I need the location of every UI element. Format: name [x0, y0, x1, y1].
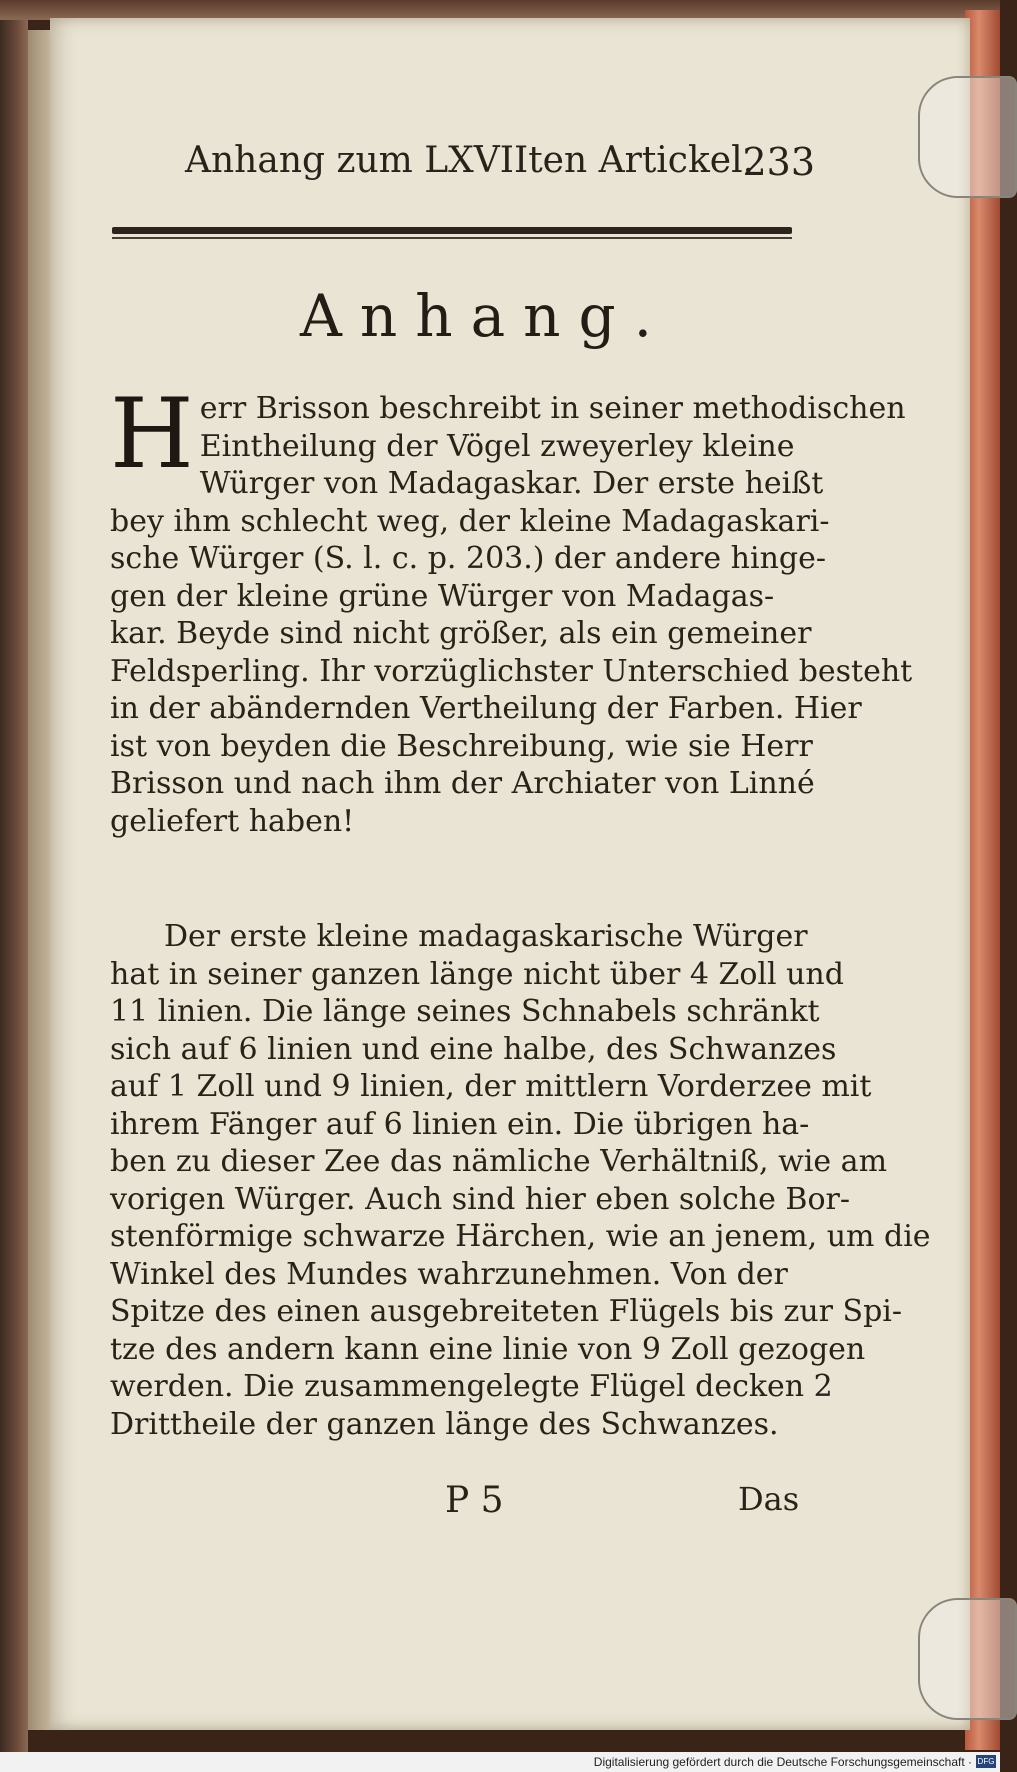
book-cover-edge [965, 10, 1000, 1750]
page-clip-bottom [918, 1598, 1017, 1720]
text-line: ist von beyden die Beschreibung, wie sie Herr [110, 728, 813, 764]
text-line: bey ihm schlecht weg, der kleine Madagaskari- [110, 503, 830, 539]
section-heading: Anhang. [300, 282, 671, 350]
text-line: auf 1 Zoll und 9 linien, der mittlern Vorderzee mit [110, 1069, 872, 1104]
text-line: Spitze des einen ausgebreiteten Flügels bis zur Spi- [110, 1294, 903, 1329]
running-title: Anhang zum LXVIIten Artickel. [185, 140, 755, 181]
text-line: Drittheile der ganzen länge des Schwanzes. [110, 1406, 779, 1442]
text-line: gen der kleine grüne Würger von Madagas- [110, 578, 775, 614]
text-line: ihrem Fänger auf 6 linien ein. Die übrigen ha- [110, 1106, 810, 1142]
book-top-edge [0, 0, 1000, 20]
text-line: err Brisson beschreibt in seiner methodischen [199, 391, 906, 426]
text-line: kar. Beyde sind nicht größer, als ein gemeiner [110, 616, 812, 651]
text-line: hat in seiner ganzen länge nicht über 4 Zoll und [110, 956, 844, 992]
text-line: vorigen Würger. Auch sind hier eben solche Bor- [110, 1181, 850, 1217]
paragraph-2 [110, 918, 931, 1443]
text-line: Der erste kleine madagaskarische Würger [164, 919, 808, 954]
text-line: werden. Die zusammengelegte Flügel decken 2 [110, 1369, 833, 1404]
text-line: geliefert haben! [110, 803, 355, 839]
text-line: Brisson und nach ihm der Archiater von Linné [110, 766, 815, 801]
text-line: Feldsperling. Ihr vorzüglichster Unterschied besteht [110, 653, 913, 689]
text-line: Winkel des Mundes wahrzunehmen. Von der [110, 1256, 788, 1292]
text-line: Würger von Madagaskar. Der erste heißt [199, 466, 824, 501]
text-line: stenförmige schwarze Härchen, wie an jenem, um die [110, 1219, 931, 1254]
text-line: ben zu dieser Zee das nämliche Verhältniß, wie am [110, 1144, 888, 1179]
text-line: 11 linien. Die länge seines Schnabels schränkt [110, 994, 820, 1029]
digitization-footer [0, 1752, 1000, 1772]
text-line: in der abändernden Vertheilung der Farben. Hier [110, 691, 862, 726]
catchword: Das [738, 1480, 800, 1518]
book-spine [0, 0, 28, 1772]
text-line: tze des andern kann eine linie von 9 Zoll gezogen [110, 1331, 866, 1367]
book-page [50, 18, 970, 1730]
paragraph-1 [110, 378, 913, 840]
text-line: sche Würger (S. l. c. p. 203.) der andere hinge- [110, 541, 827, 576]
header-rule [112, 227, 792, 234]
dfg-logo: DFG [977, 1757, 995, 1766]
signature-mark: P 5 [445, 1480, 504, 1521]
text-line: Eintheilung der Vögel zweyerley kleine [199, 428, 795, 464]
drop-cap: H [110, 378, 194, 490]
running-header [185, 140, 815, 190]
text-line: sich auf 6 linien und eine halbe, des Schwanzes [110, 1031, 837, 1067]
page-clip-top [918, 76, 1017, 198]
page-number: 233 [742, 140, 815, 184]
footer-text: Digitalisierung gefördert durch die Deutsche Forschungsgemeinschaft · [593, 1755, 972, 1769]
header-rule-thin [112, 237, 792, 239]
